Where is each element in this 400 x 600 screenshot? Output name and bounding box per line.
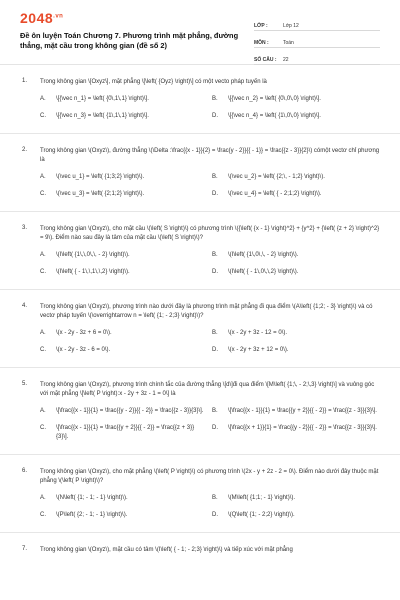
document-meta [254, 14, 380, 65]
option-text: \(I\left( { - 1\,0\,\,2} \right)\). [228, 269, 299, 275]
answer-option[interactable] [40, 173, 212, 182]
question-number: 7. [22, 546, 28, 552]
option-letter: A. [40, 495, 46, 501]
option-letter: D. [212, 269, 218, 275]
question-item [0, 78, 400, 129]
answer-option[interactable] [40, 95, 212, 104]
option-text: \(\vec u_3} = \left( {2;1;2} \right)\). [56, 191, 145, 197]
question-divider [0, 289, 400, 290]
option-letter: A. [40, 96, 46, 102]
option-letter: B. [212, 252, 218, 258]
question-item [0, 225, 400, 285]
option-text: \(Q\left( {1; - 2;2} \right)\). [228, 512, 295, 518]
question-divider [0, 454, 400, 455]
site-logo[interactable]: $2048^{.vn}$ [20, 10, 64, 26]
question-item [0, 546, 400, 555]
option-text: \(I\left( {1\,0\,\, - 2} \right)\). [228, 252, 299, 258]
option-text: \(x - 2y - 3z - 6 = 0\). [56, 347, 111, 353]
answer-option[interactable] [212, 95, 384, 104]
option-text: \[\frac{{x - 1}}{1} = \frac{{y - 2}}{{ - 2}} = \frac{{z - 3}}{3}\]. [56, 408, 204, 414]
question-divider [0, 532, 400, 533]
document-title: Đề ôn luyện Toán Chương 7. Phương trình mặt phẳng, đường thẳng, mặt cầu trong không gian (đề số 2) [20, 31, 239, 50]
option-letter: B. [212, 96, 218, 102]
answer-option[interactable] [212, 251, 384, 260]
option-text: \[{\vec n_2} = \left( {0\,0\,0} \right)\]. [228, 96, 321, 102]
question-divider [0, 133, 400, 134]
question-divider [0, 211, 400, 212]
option-text: \[{\vec n_3} = \left( {1\,1\,1} \right)\]. [56, 113, 149, 119]
answer-options [40, 494, 384, 528]
question-number: 3. [22, 225, 28, 231]
answer-option[interactable] [212, 173, 384, 182]
answer-options [40, 173, 384, 207]
answer-option[interactable] [40, 268, 212, 277]
answer-options [40, 329, 384, 363]
answer-option[interactable] [212, 112, 384, 121]
answer-option[interactable] [212, 494, 384, 503]
option-letter: B. [212, 408, 218, 414]
answer-options [40, 251, 384, 285]
option-letter: C. [40, 512, 46, 518]
answer-option[interactable] [40, 494, 212, 503]
meta-value: Lớp 12 [283, 23, 299, 29]
question-number: 5. [22, 381, 28, 387]
question-item [0, 468, 400, 528]
meta-label: LỚP : [254, 23, 268, 29]
answer-option[interactable] [40, 251, 212, 260]
option-letter: C. [40, 269, 46, 275]
answer-option[interactable] [212, 346, 384, 355]
option-letter: D. [212, 512, 218, 518]
option-letter: D. [212, 113, 218, 119]
option-letter: C. [40, 191, 46, 197]
question-item [0, 147, 400, 207]
option-letter: B. [212, 495, 218, 501]
question-item [0, 303, 400, 363]
answer-option[interactable] [212, 511, 384, 520]
option-text: \(P\left( {2; - 1; - 1} \right)\). [56, 512, 128, 518]
answer-options [40, 95, 384, 129]
option-text: \[\frac{{x - 1}}{1} = \frac{{y + 2}}{{ - 2}} = \frac{{z - 3}}{3}\]. [228, 408, 377, 414]
option-text: \(I\left( {1\,\,0\,\, - 2} \right)\). [56, 252, 130, 258]
question-text: Trong không gian \(Oxyz\), phương trình chính tắc của đường thẳng \[d\]đi qua điểm \[M\left( {1;\, - 2;\,3} \right)\] và vuông góc với mặt phẳng \[\left( P \right):x - 2y + 3z - 1 = 0\] là [40, 382, 375, 397]
question-text: Trong không gian \(Oxyz\), đường thẳng \(\Delta :\frac{{x - 1}}{2} = \frac{y - 2}}{{ - 1}} = \frac{{z - 3}}{2}\) cómột vectơ chỉ phương là [40, 148, 380, 163]
answer-option[interactable] [212, 329, 384, 338]
option-text: \[{\vec n_4} = \left( {1\,0\,0} \right)\]. [228, 113, 321, 119]
answer-option[interactable] [40, 407, 212, 416]
question-item [0, 381, 400, 450]
answer-option[interactable] [212, 268, 384, 277]
question-text: Trong không gian \[Oxyz\], mặt phẳng \[\left( {Oyz} \right)\] có một vecto pháp tuyến là [40, 79, 267, 85]
answer-option[interactable] [212, 424, 384, 442]
answer-option[interactable] [40, 424, 212, 442]
option-text: \(x - 2y + 3z - 12 = 0\). [228, 330, 288, 336]
option-text: \[\frac{{x + 1}}{1} = \frac{{y - 2}}{{ - 2}} = \frac{{z - 3}}{3}\]. [228, 425, 377, 431]
meta-label: MÔN : [254, 40, 269, 46]
question-list [0, 78, 400, 555]
option-text: \(x - 2y - 3z + 6 = 0\). [56, 330, 112, 336]
option-letter: A. [40, 174, 46, 180]
answer-option[interactable] [40, 511, 212, 520]
meta-row [254, 31, 380, 48]
option-text: \[\frac{{x - 1}}{1} = \frac{{y + 2}}{{ - 2}} = \frac{{z + 3}}{3}\]. [56, 425, 195, 440]
answer-option[interactable] [40, 329, 212, 338]
answer-option[interactable] [40, 346, 212, 355]
answer-option[interactable] [212, 407, 384, 416]
option-text: \(I\left( { - 1\,\,1\,\,2} \right)\). [56, 269, 130, 275]
option-letter: D. [212, 191, 218, 197]
question-text: Trong không gian \(Oxyz\), cho mặt cầu \(\left( S \right)\) có phương trình \({\left( {x - 1} \right)^2} + {y^2} + {\left( {z + 2} \right)^2} = 9\). Điểm nào sau đây là tâm của mặt cầu \(\left( S \right)\)? [40, 226, 380, 241]
question-number: 1. [22, 78, 28, 84]
option-text: \(x - 2y + 3z + 12 = 0\). [228, 347, 289, 353]
option-letter: C. [40, 347, 46, 353]
option-letter: D. [212, 347, 218, 353]
answer-option[interactable] [40, 190, 212, 199]
question-text: Trong không gian \(Oxyz\), mặt cầu có tâm \(I\left( { - 1; - 2;3} \right)\) và tiếp xúc với mặt phẳng [40, 547, 293, 553]
meta-label: SỐ CÂU : [254, 57, 277, 63]
option-letter: D. [212, 425, 218, 431]
option-letter: C. [40, 113, 46, 119]
question-text: Trong không gian \(Oxyz\), phương trình nào dưới đây là phương trình mặt phẳng đi qua điểm \(A\left( {1;2; - 3} \right)\) và có vectơ pháp tuyến \(\overrightarrow n = \left( {1; - 2;3} \right)\)? [40, 304, 373, 319]
answer-option[interactable] [212, 190, 384, 199]
option-letter: A. [40, 330, 46, 336]
option-letter: A. [40, 408, 46, 414]
option-letter: B. [212, 330, 218, 336]
option-text: \(\vec u_1} = \left( {1;3;2} \right)\). [56, 174, 145, 180]
option-letter: C. [40, 425, 46, 431]
meta-row [254, 14, 380, 31]
document-header [0, 0, 400, 65]
answer-options [40, 407, 384, 450]
question-number: 6. [22, 468, 28, 474]
option-text: \[{\vec n_1} = \left( {0\,1\,1} \right)\]. [56, 96, 149, 102]
option-text: \(\vec u_2} = \left( {2;\, - 1;2} \right)\). [228, 174, 325, 180]
option-text: \(M\left( {1;1; - 1} \right)\). [228, 495, 296, 501]
meta-value: 22 [283, 57, 289, 63]
option-letter: B. [212, 174, 218, 180]
option-letter: A. [40, 252, 46, 258]
question-number: 2. [22, 147, 28, 153]
meta-value: Toán [283, 40, 294, 46]
question-number: 4. [22, 303, 28, 309]
answer-option[interactable] [40, 112, 212, 121]
question-text: Trong không gian \(Oxyz\), cho mặt phẳng \(\left( P \right)\) có phương trình \(2x - y + 2z - 2 = 0\). Điểm nào dưới đây thuộc mặt phẳng \(\left( P \right)\)? [40, 469, 379, 484]
meta-row [254, 48, 380, 65]
option-text: \(\vec u_4} = \left( { - 2;1;2} \right)\). [228, 191, 322, 197]
question-divider [0, 367, 400, 368]
option-text: \(N\left( {1; - 1; - 1} \right)\). [56, 495, 128, 501]
